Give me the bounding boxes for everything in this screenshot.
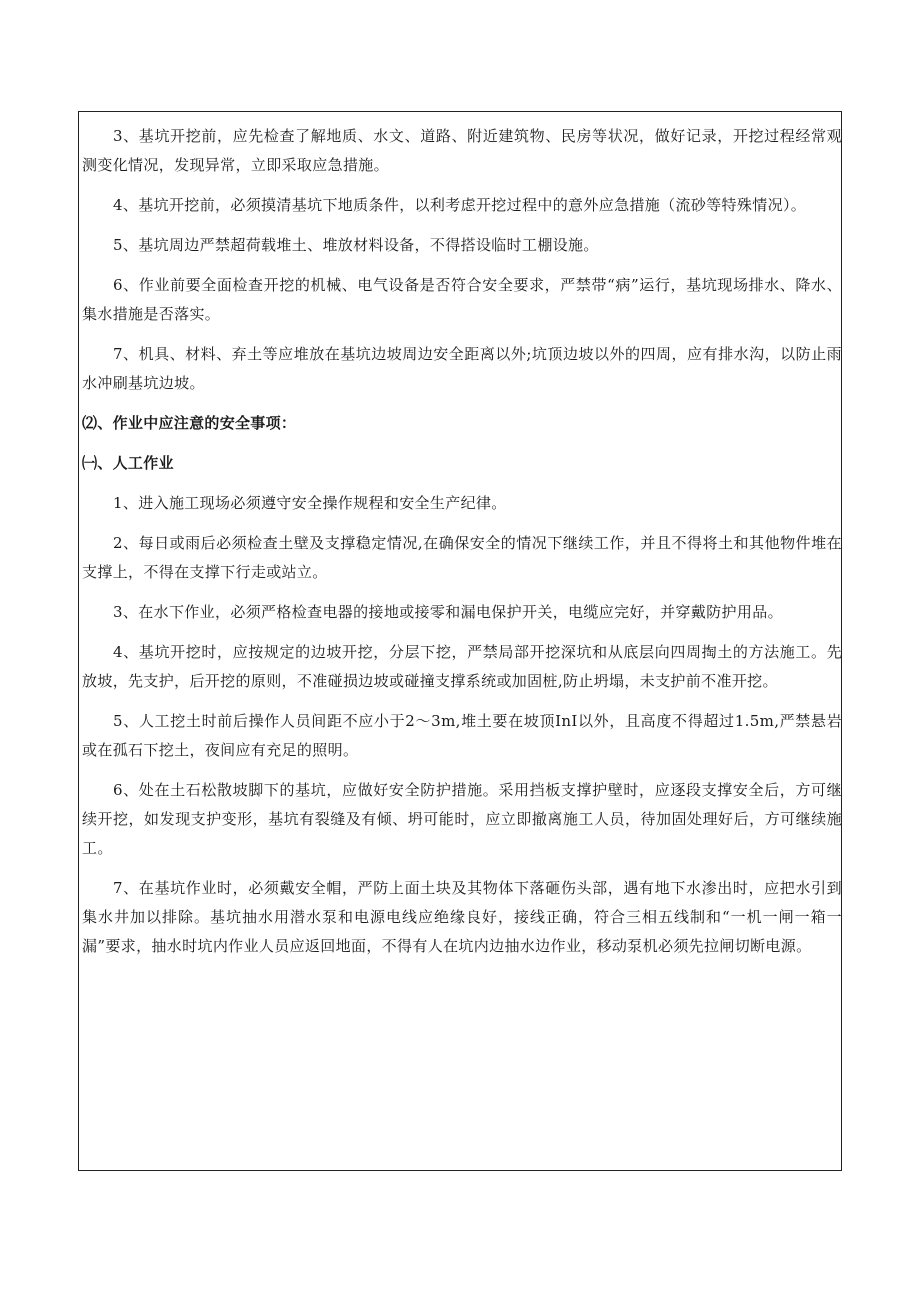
paragraph-item-2: 2、每日或雨后必须检查土壁及支撑稳定情况,在确保安全的情况下继续工作，并且不得将土和其他物件堆在支撑上，不得在支撑下行走或站立。 [82,534,842,581]
paragraph-item-7: 7、在基坑作业时，必须戴安全帽，严防上面土块及其物体下落砸伤头部，遇有地下水渗出时，应把水引到集水井加以排除。基坑抽水用潜水泵和电源电线应绝缘良好，接线正确，符合三相五线制和“一机一闸一箱一漏”要求，抽水时坑内作业人员应返回地面，不得有人在坑内边抽水边作业，移动泵机必须先拉闸切断电源。 [82,879,842,955]
paragraph-item-3: 3、在水下作业，必须严格检查电器的接地或接零和漏电保护开关，电缆应完好，并穿戴防护用品。 [113,603,783,621]
paragraph-pre-3: 3、基坑开挖前，应先检查了解地质、水文、道路、附近建筑物、民房等状况，做好记录，开挖过程经常观测变化情况，发现异常，立即采取应急措施。 [82,127,842,174]
paragraph-pre-4: 4、基坑开挖前，必须摸清基坑下地质条件，以利考虑开挖过程中的意外应急措施（流砂等特殊情况）。 [113,196,807,214]
paragraph-item-6: 6、处在土石松散坡脚下的基坑，应做好安全防护措施。采用挡板支撑护壁时，应逐段支撑安全后，方可继续开挖，如发现支护变形，基坑有裂缝及有倾、坍可能时，应立即撤离施工人员，待加固处理好后，方可继续施工。 [82,781,842,857]
section-heading: ⑵、作业中应注意的安全事项： [82,414,297,432]
subsection-heading: ㈠、人工作业 [82,454,174,472]
paragraph-item-5: 5、人工挖土时前后操作人员间距不应小于2～3m,堆土要在坡顶InI以外，且高度不得超过1.5m,严禁悬岩或在孤石下挖土，夜间应有充足的照明。 [82,712,842,759]
paragraph-item-4: 4、基坑开挖时，应按规定的边坡开挖，分层下挖，严禁局部开挖深坑和从底层向四周掏土的方法施工。先放坡，先支护，后开挖的原则，不准碰损边坡或碰撞支撑系统或加固桩,防止坍塌，未支护前不准开挖。 [82,643,842,690]
paragraph-pre-6: 6、作业前要全面检查开挖的机械、电气设备是否符合安全要求，严禁带“病”运行，基坑现场排水、降水、集水措施是否落实。 [82,276,842,323]
paragraph-item-1: 1、进入施工现场必须遵守安全操作规程和安全生产纪律。 [113,494,507,512]
paragraph-pre-5: 5、基坑周边严禁超荷载堆土、堆放材料设备，不得搭设临时工棚设施。 [113,236,599,254]
paragraph-pre-7: 7、机具、材料、弃土等应堆放在基坑边坡周边安全距离以外;坑顶边坡以外的四周，应有排水沟，以防止雨水冲刷基坑边坡。 [82,345,842,392]
document-content [82,122,842,972]
